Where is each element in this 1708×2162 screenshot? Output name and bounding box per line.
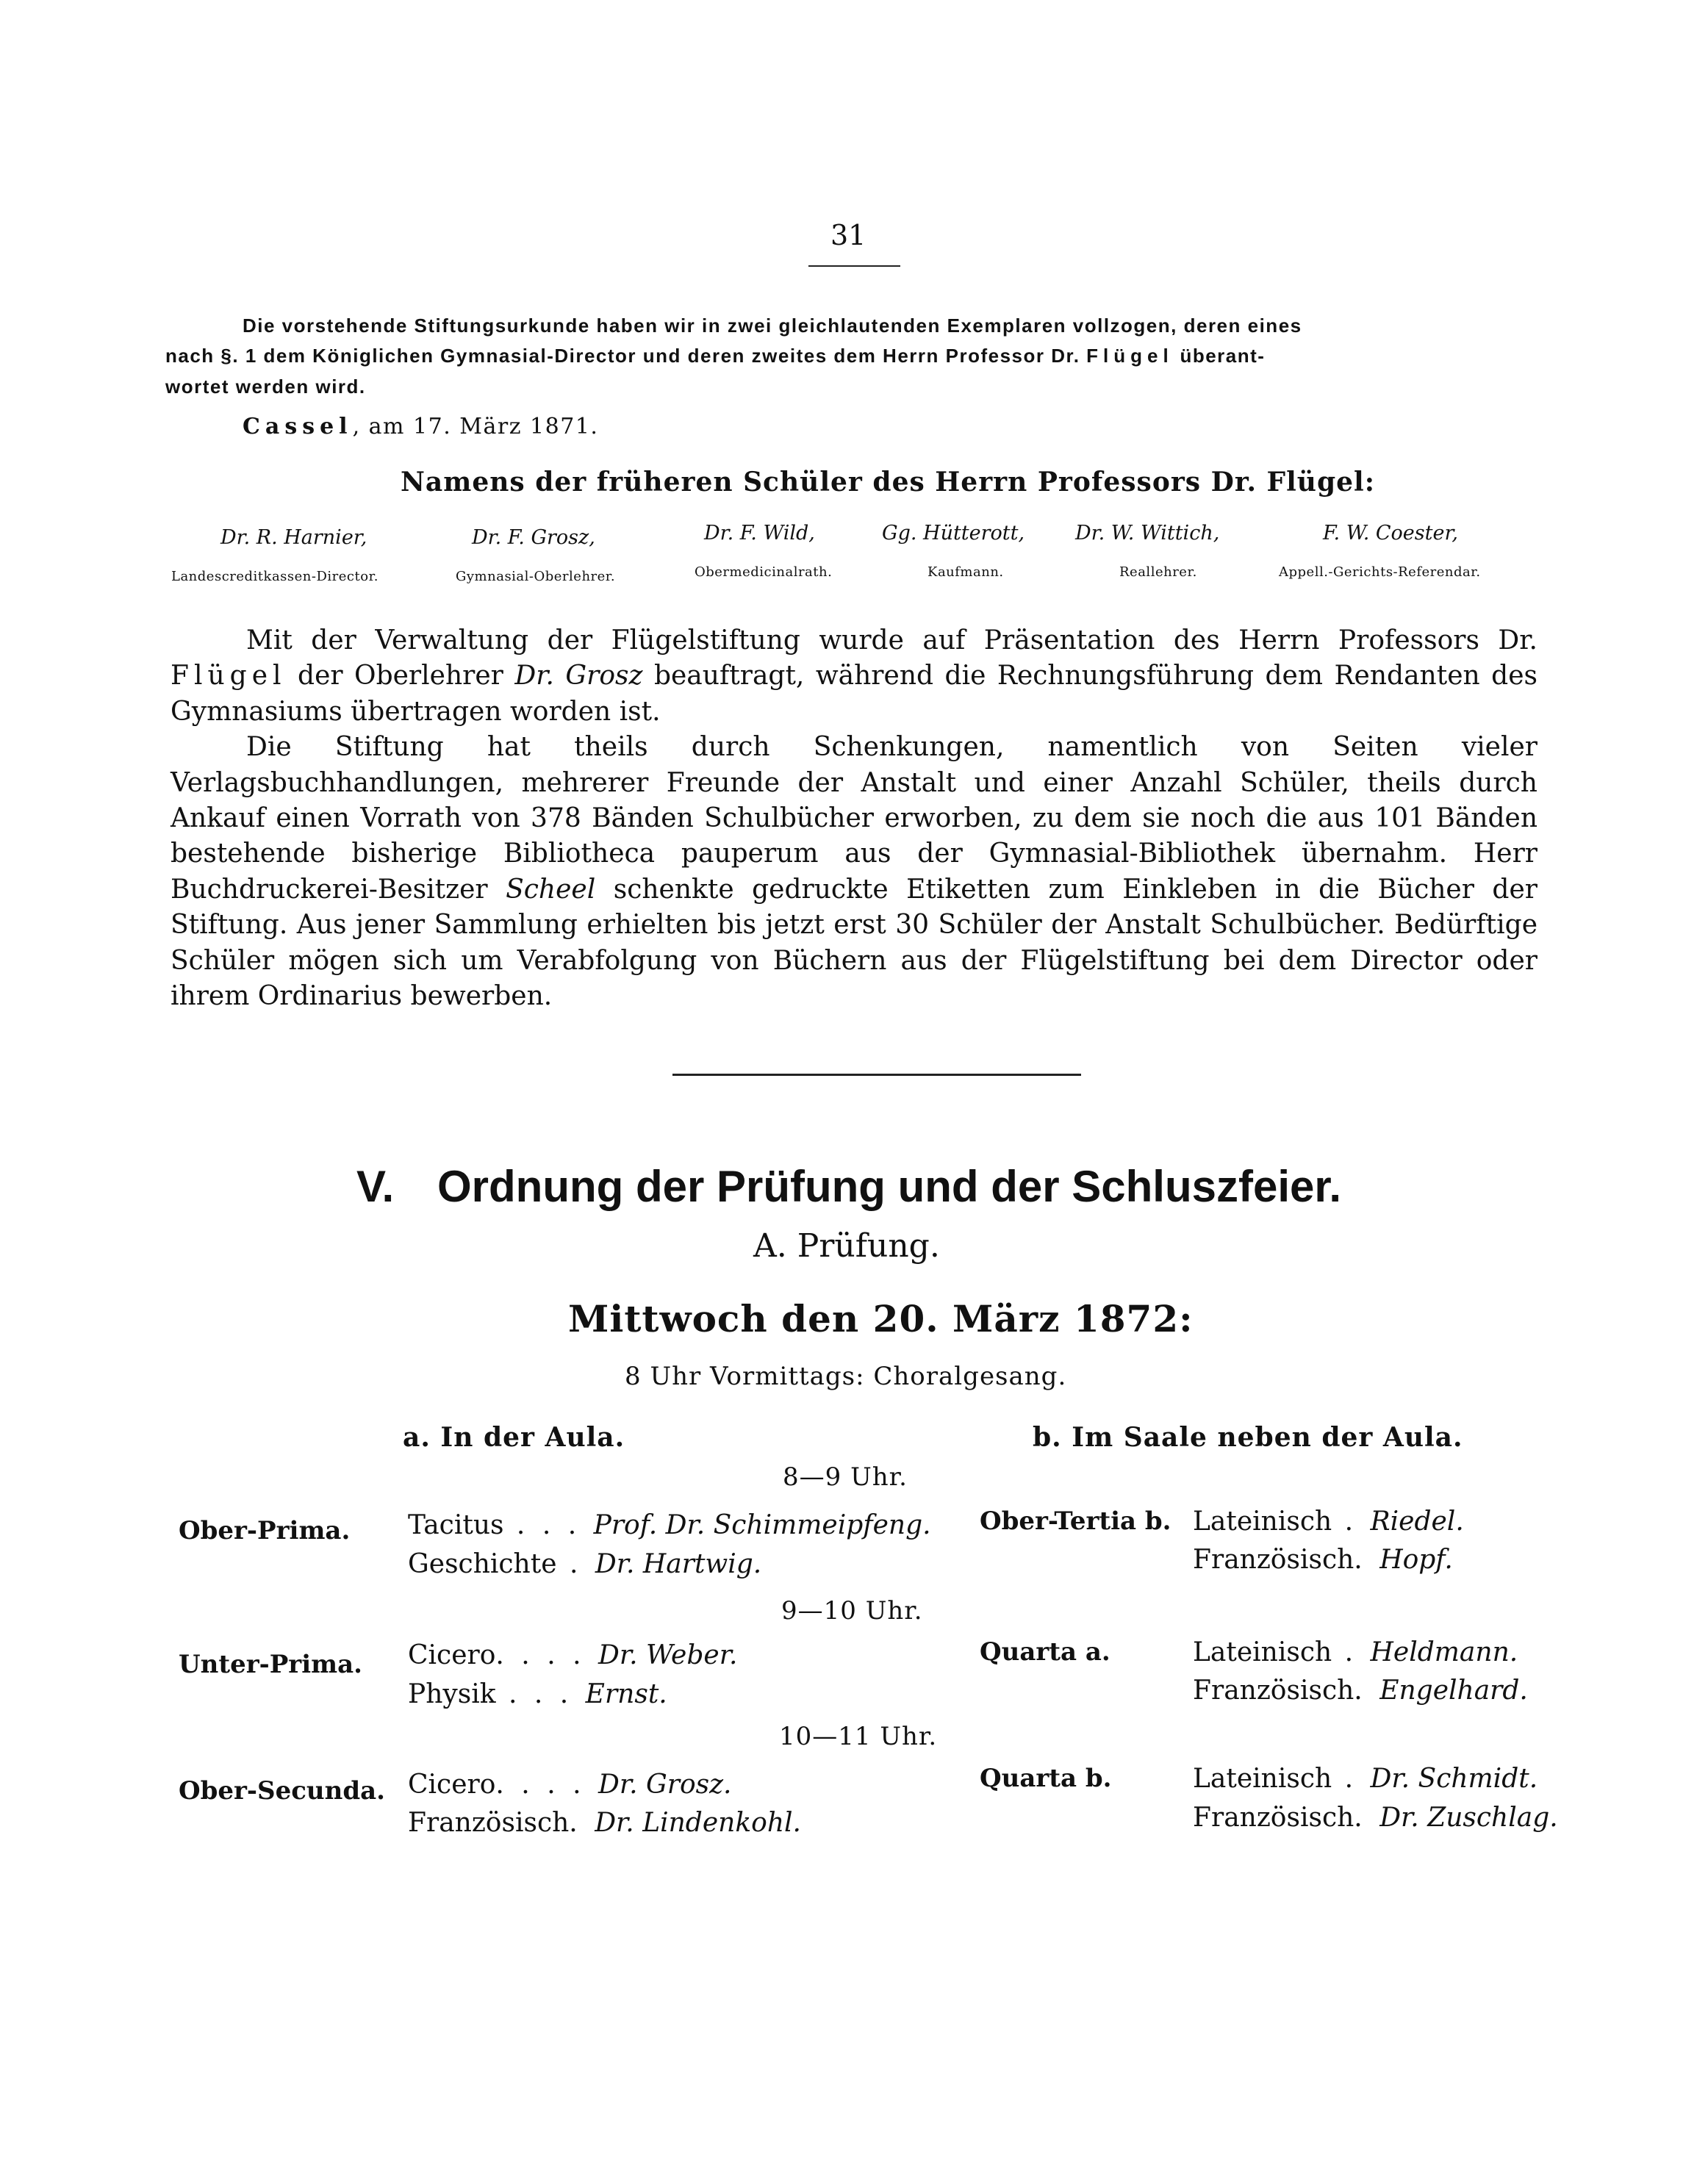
class-label: Ober-Tertia b. xyxy=(980,1506,1171,1536)
time-slot: 9—10 Uhr. xyxy=(781,1596,923,1626)
committee-heading: Namens der früheren Schüler des Herrn Professors Dr. Flügel: xyxy=(401,467,1375,498)
teacher-name: Dr. Lindenkohl. xyxy=(595,1808,801,1838)
subject-line: Cicero. . . . Dr. Grosz. xyxy=(408,1770,732,1800)
paragraph-administration: Mit der Verwaltung der Flügelstiftung wurde auf Präsentation des Herrn Professors Dr. Flügel der Oberlehrer Dr. Grosz beauftragt, während die Rechnungsführung dem Rendanten des Gymnasiums übertragen worden ist. xyxy=(171,625,1537,727)
signatory-name: Dr. F. Grosz, xyxy=(472,526,595,549)
subject-line: Lateinisch . Heldmann. xyxy=(1193,1637,1518,1667)
professor-name: Flügel xyxy=(171,661,287,692)
subject-line: Physik . . . Ernst. xyxy=(408,1679,667,1709)
signatory-name: Gg. Hütterott, xyxy=(882,522,1025,545)
section-divider xyxy=(672,1074,1081,1076)
deed-professor-name: Flügel xyxy=(1086,345,1174,367)
subject-line: Französisch. Dr. Lindenkohl. xyxy=(408,1808,801,1838)
column-heading-aula: a. In der Aula. xyxy=(403,1422,625,1453)
subject-line: Cicero. . . . Dr. Weber. xyxy=(408,1640,738,1670)
section-title: V. Ordnung der Prüfung und der Schluszfeier. xyxy=(356,1162,1342,1211)
page-number-rule xyxy=(808,265,900,267)
choral-line: 8 Uhr Vormittags: Choralgesang. xyxy=(625,1362,1067,1391)
signatory-title: Appell.-Gerichts-Referendar. xyxy=(1279,564,1481,580)
teacher-name: Dr. Grosz xyxy=(514,661,643,692)
subject-line: Französisch. Engelhard. xyxy=(1193,1676,1528,1706)
signatory-name: F. W. Coester, xyxy=(1323,522,1458,545)
column-heading-saal: b. Im Saale neben der Aula. xyxy=(1033,1422,1463,1453)
signatory-title: Gymnasial-Oberlehrer. xyxy=(456,569,616,584)
deed-place-date xyxy=(243,414,1610,439)
deed-date: , am 17. März 1871. xyxy=(352,414,599,439)
teacher-name: Dr. Weber. xyxy=(598,1640,738,1670)
class-label: Quarta a. xyxy=(980,1637,1110,1667)
teacher-name: Heldmann. xyxy=(1370,1637,1518,1667)
teacher-name: Hopf. xyxy=(1379,1545,1453,1575)
subject-line: Tacitus . . . Prof. Dr. Schimmeipfeng. xyxy=(408,1510,931,1540)
teacher-name: Dr. Zuschlag. xyxy=(1379,1803,1558,1833)
teacher-name: Dr. Grosz. xyxy=(598,1770,732,1800)
teacher-name: Dr. Hartwig. xyxy=(595,1549,762,1579)
subject-line: Geschichte . Dr. Hartwig. xyxy=(408,1549,762,1579)
signatory-name: Dr. F. Wild, xyxy=(704,522,815,545)
subject-line: Französisch. Dr. Zuschlag. xyxy=(1193,1803,1558,1833)
teacher-name: Riedel. xyxy=(1370,1506,1464,1537)
sub-title: A. Prüfung. xyxy=(753,1227,940,1265)
deed-line-1: Die vorstehende Stiftungsurkunde haben wir in zwei gleichlautenden Exemplaren vollzogen, deren eines xyxy=(243,315,1302,337)
teacher-name: Ernst. xyxy=(585,1679,667,1709)
section-number: V. xyxy=(356,1162,395,1211)
teacher-name: Engelhard. xyxy=(1379,1676,1528,1706)
deed-line-2: nach §. 1 dem Königlichen Gymnasial-Director und deren zweites dem Herrn Professor Dr. Flügel überant- xyxy=(165,345,1266,367)
subject-line: Lateinisch . Dr. Schmidt. xyxy=(1193,1764,1538,1794)
class-label: Unter-Prima. xyxy=(179,1650,362,1679)
time-slot: 10—11 Uhr. xyxy=(779,1722,938,1751)
teacher-name: Prof. Dr. Schimmeipfeng. xyxy=(593,1510,931,1540)
deed-place: Cassel xyxy=(243,414,353,439)
signatory-title: Obermedicinalrath. xyxy=(695,564,833,580)
page-number: 31 xyxy=(830,219,866,251)
subject-line: Lateinisch . Riedel. xyxy=(1193,1506,1464,1537)
class-label: Ober-Prima. xyxy=(179,1516,351,1545)
signatory-title: Kaufmann. xyxy=(927,564,1004,580)
exam-date-heading: Mittwoch den 20. März 1872: xyxy=(568,1297,1194,1340)
body-text xyxy=(171,623,1537,1014)
paragraph-foundation: Die Stiftung hat theils durch Schenkungen, namentlich von Seiten vieler Verlagsbuchhandlungen, mehrerer Freunde der Anstalt und einer Anzahl Schüler, theils durch Ankauf einen Vorrath von 378 Bänden Schulbücher erworben, zu dem sie noch die aus 101 Bänden bestehende bisherige Bibliotheca pauperum aus der Gymnasial-Bibliothek übernahm. Herr Buchdruckerei-Besitzer Scheel schenkte gedruckte Etiketten zum Einkleben in die Bücher der Stiftung. Aus jener Sammlung erhielten bis jetzt erst 30 Schüler der Anstalt Schulbücher. Bedürftige Schüler mögen sich um Verabfolgung von Büchern aus der Flügelstiftung bei dem Director oder ihrem Ordinarius bewerben. xyxy=(171,732,1537,1012)
teacher-name: Dr. Schmidt. xyxy=(1370,1764,1538,1794)
subject-line: Französisch. Hopf. xyxy=(1193,1545,1453,1575)
signatory-name: Dr. W. Wittich, xyxy=(1075,522,1220,545)
time-slot: 8—9 Uhr. xyxy=(783,1462,908,1492)
deed-line-3: wortet werden wird. xyxy=(165,376,366,398)
signatory-title: Reallehrer. xyxy=(1119,564,1197,580)
class-label: Quarta b. xyxy=(980,1764,1112,1793)
printer-name: Scheel xyxy=(506,874,596,905)
signatory-name: Dr. R. Harnier, xyxy=(220,526,367,549)
signatory-title: Landescreditkassen-Director. xyxy=(171,569,378,584)
class-label: Ober-Secunda. xyxy=(179,1776,386,1806)
